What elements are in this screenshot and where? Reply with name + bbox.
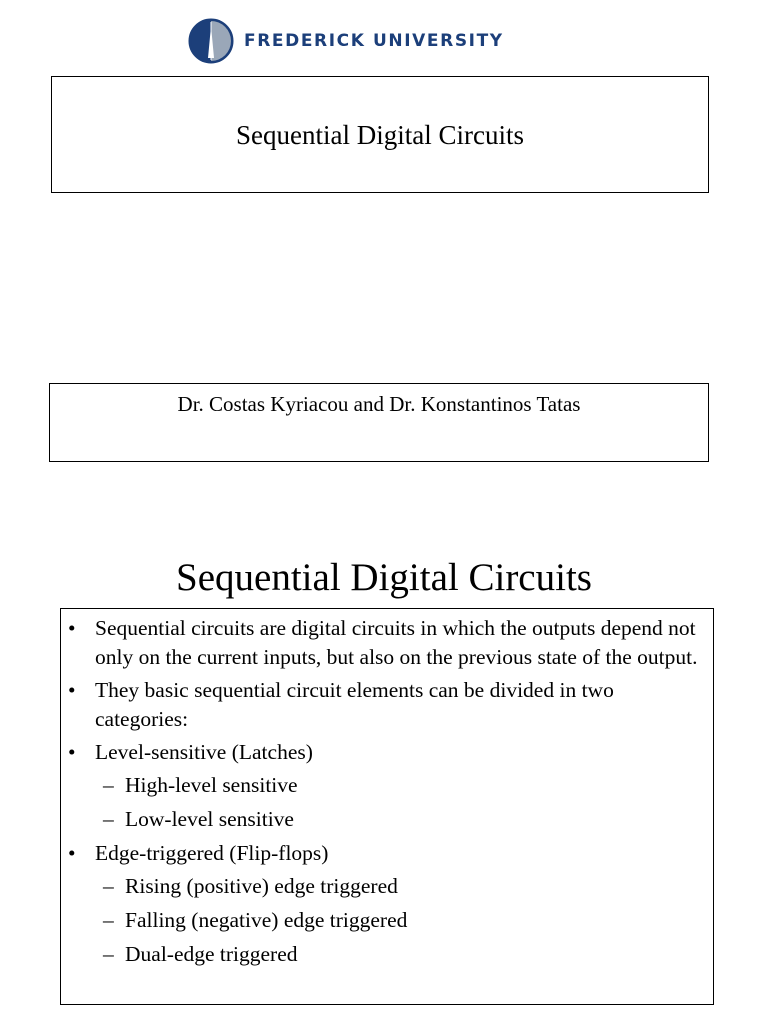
sub-item-text: Falling (negative) edge triggered [125,908,408,932]
bullet-icon: • [68,841,76,865]
dash-icon: – [103,807,114,831]
bullet-icon: • [68,616,76,640]
bullet-text: Sequential circuits are digital circuits in which the outputs depend not only on the current inputs, but also on the previous state of the output. [95,616,698,669]
dash-icon: – [103,773,114,797]
sub-list-item [61,906,713,935]
list-item [61,839,713,868]
dash-icon: – [103,874,114,898]
bullet-text: They basic sequential circuit elements can be divided in two categories: [95,678,614,731]
list-item [61,676,713,734]
bullet-text: Level-sensitive (Latches) [95,740,313,764]
university-logo [188,16,504,66]
title-box [51,76,709,193]
authors: Dr. Costas Kyriacou and Dr. Konstantinos Tatas [177,392,581,416]
bullet-text: Edge-triggered (Flip-flops) [95,841,329,865]
sub-item-text: High-level sensitive [125,773,298,797]
bullet-icon: • [68,678,76,702]
sub-list-item [61,805,713,834]
bullet-list [61,614,713,974]
frederick-university-logo-icon [188,18,234,64]
sub-list-item [61,771,713,800]
sub-item-text: Rising (positive) edge triggered [125,874,398,898]
slide-title: Sequential Digital Circuits [176,556,592,599]
logo-text: FREDERICK UNIVERSITY [244,31,504,51]
list-item [61,614,713,672]
sub-item-text: Dual-edge triggered [125,942,298,966]
list-item [61,738,713,767]
dash-icon: – [103,942,114,966]
content-box [60,608,714,1005]
sub-list-item [61,940,713,969]
sub-list-item [61,872,713,901]
author-box [49,383,709,462]
sub-item-text: Low-level sensitive [125,807,294,831]
bullet-icon: • [68,740,76,764]
dash-icon: – [103,908,114,932]
presentation-title: Sequential Digital Circuits [236,120,524,150]
